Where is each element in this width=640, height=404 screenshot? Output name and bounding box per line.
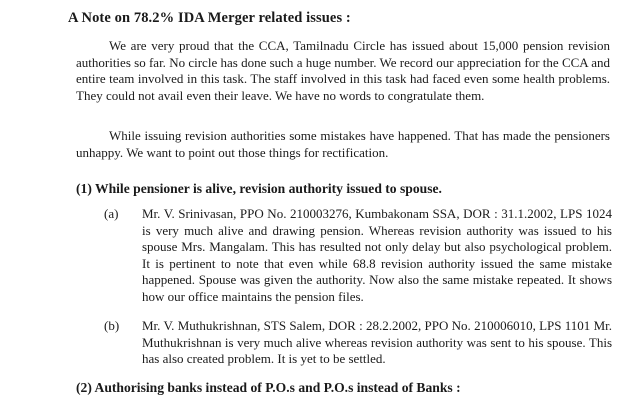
list-item-text: Mr. V. Srinivasan, PPO No. 210003276, Kumbakonam SSA, DOR : 31.1.2002, LPS 1024 is very much alive and drawing pension. Whereas revision authority was issued to his spouse Mrs. Mangalam. This has resulted not only delay but also psychological problem. It is pertinent to note that even while 68.8 revision authority issued the same mistake happened. Spouse was given the authority. Now also the same mistake repeated. It shows how our office maintains the pension files. bbox=[142, 206, 612, 304]
list-item-marker: (a) bbox=[104, 206, 119, 221]
list-item-text: Mr. V. Muthukrishnan, STS Salem, DOR : 28.2.2002, PPO No. 210006010, LPS 1101 Mr. Muthukrishnan is very much alive whereas revision authority was sent to his spouse. This has also created problem. It is yet to be settled. bbox=[142, 318, 612, 366]
section-1-heading: (1) While pensioner is alive, revision authority issued to spouse. bbox=[76, 181, 442, 196]
list-item-marker: (b) bbox=[104, 318, 120, 333]
section-2-heading: (2) Authorising banks instead of P.O.s and P.O.s instead of Banks : bbox=[76, 380, 461, 395]
document-title: A Note on 78.2% IDA Merger related issues : bbox=[68, 10, 351, 26]
intro-paragraph: We are very proud that the CCA, Tamilnadu Circle has issued about 15,000 pension revision authorities so far. No circle has done such a huge number. We record our appreciation for the CCA and entire team involved in this task. The staff involved in this task had faced even some health problems. They could not avail even their leave. We have no words to congratulate them. bbox=[76, 38, 610, 103]
mistakes-paragraph: While issuing revision authorities some mistakes have happened. That has made the pensioners unhappy. We want to point out those things for rectification. bbox=[76, 128, 610, 160]
